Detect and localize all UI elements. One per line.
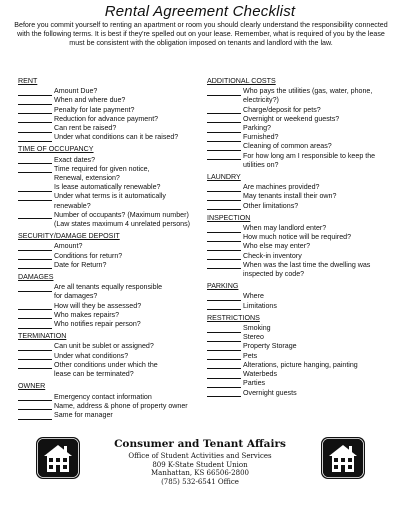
checklist-item <box>18 87 206 96</box>
checklist-item <box>18 252 206 261</box>
checklist-item-text <box>243 261 393 279</box>
blank-answer-line[interactable] <box>207 352 241 361</box>
checklist-item <box>18 96 206 105</box>
checklist-item-text <box>243 183 393 192</box>
blank-answer-line[interactable] <box>18 242 52 251</box>
org-line: 809 K-State Student Union <box>152 460 248 469</box>
item-text-line: Is lease automatically renewable? <box>54 183 161 192</box>
item-text-line: Under what conditions? <box>54 351 129 360</box>
item-text-line: Parking? <box>243 124 271 133</box>
checklist-item <box>18 165 206 183</box>
blank-answer-line[interactable] <box>207 302 241 311</box>
checklist-item <box>18 115 206 124</box>
blank-answer-line[interactable] <box>207 142 241 151</box>
checklist-item <box>207 292 393 301</box>
item-text-line: Number of occupants? (Maximum number) <box>54 210 189 219</box>
checklist-item <box>18 352 206 361</box>
blank-answer-line[interactable] <box>18 402 52 411</box>
item-text-line: When may landlord enter? <box>243 224 327 233</box>
section-security-damage-deposit <box>18 232 206 270</box>
checklist-item <box>18 411 206 420</box>
section-title: DAMAGES <box>18 273 54 282</box>
blank-answer-line[interactable] <box>18 411 52 420</box>
intro-paragraph: Before you commit yourself to renting an apartment or room you should clearly understand the responsibility connected with the following terms. It is best if they're spelled out on your lease. Remember, what is required of you by the lease must be consistent with the obligation imposed on tenants and landlord with the law. <box>14 21 388 48</box>
blank-answer-line[interactable] <box>207 379 241 388</box>
checklist-item-text <box>243 233 393 242</box>
item-text-line: Waterbeds <box>243 370 278 379</box>
blank-answer-line[interactable] <box>207 370 241 379</box>
blank-answer-line[interactable] <box>18 361 52 370</box>
item-text-line: Renewal, extension? <box>54 174 120 183</box>
item-text-line: Under what conditions can it be raised? <box>54 133 179 142</box>
item-text-line: Exact dates? <box>54 155 96 164</box>
checklist-item <box>207 192 393 201</box>
checklist-item <box>18 106 206 115</box>
section-owner <box>18 382 206 420</box>
blank-answer-line[interactable] <box>18 320 52 329</box>
checklist-item <box>18 320 206 329</box>
checklist-item-text <box>54 320 206 329</box>
checklist-item-text <box>243 202 393 211</box>
item-text-line: Conditions for return? <box>54 251 123 260</box>
blank-answer-line[interactable] <box>207 224 241 233</box>
checklist-item-text <box>54 261 206 270</box>
checklist-item <box>18 283 206 301</box>
checklist-item <box>18 302 206 311</box>
blank-answer-line[interactable] <box>18 124 52 133</box>
blank-answer-line[interactable] <box>207 106 241 115</box>
blank-answer-line[interactable] <box>207 333 241 342</box>
item-text-line: Date for Return? <box>54 260 107 269</box>
checklist-item <box>18 361 206 379</box>
item-text-line: Charge/deposit for pets? <box>243 105 321 114</box>
blank-answer-line[interactable] <box>18 393 52 402</box>
blank-answer-line[interactable] <box>207 242 241 251</box>
checklist-item <box>207 324 393 333</box>
blank-answer-line[interactable] <box>18 352 52 361</box>
house-icon <box>36 437 80 479</box>
item-text-line: Reduction for advance payment? <box>54 114 159 123</box>
checklist-item-text <box>54 96 206 105</box>
blank-answer-line[interactable] <box>18 156 52 165</box>
checklist-item-text <box>243 302 393 311</box>
org-line: Office of Student Activities and Services <box>128 452 272 460</box>
section-title: ADDITIONAL COSTS <box>207 77 276 85</box>
checklist-item-text <box>243 115 393 124</box>
blank-answer-line[interactable] <box>207 324 241 333</box>
blank-answer-line[interactable] <box>207 152 241 161</box>
item-text-line: inspected by code? <box>243 270 305 279</box>
checklist-item-text <box>54 192 206 210</box>
item-text-line: Penalty for late payment? <box>54 105 135 114</box>
item-text-line: Other limitations? <box>243 201 299 210</box>
checklist-item-text <box>54 124 206 133</box>
blank-answer-line[interactable] <box>207 115 241 124</box>
section-title: INSPECTION <box>207 213 251 222</box>
blank-answer-line[interactable] <box>207 292 241 301</box>
blank-answer-line[interactable] <box>18 165 52 174</box>
checklist-item-text <box>243 324 393 333</box>
blank-answer-line[interactable] <box>18 106 52 115</box>
checklist-item <box>207 352 393 361</box>
checklist-item <box>207 333 393 342</box>
blank-answer-line[interactable] <box>18 261 52 270</box>
blank-answer-line[interactable] <box>207 183 241 192</box>
checklist-item-text <box>54 115 206 124</box>
checklist-item <box>18 242 206 251</box>
checklist-item-text <box>243 106 393 115</box>
item-text-line: When and where due? <box>54 96 126 105</box>
checklist-item <box>18 402 206 411</box>
item-text-line: Time required for given notice, <box>54 164 150 173</box>
checklist-item <box>18 311 206 320</box>
checklist-item-text <box>243 352 393 361</box>
checklist-item <box>207 133 393 142</box>
item-text-line: Parties <box>243 379 266 388</box>
item-text-line: Property Storage <box>243 342 297 351</box>
section-title: PARKING <box>207 282 239 291</box>
item-text-line: Name, address & phone of property owner <box>54 401 188 410</box>
checklist-item-text <box>243 333 393 342</box>
item-text-line: Cleaning of common areas? <box>243 142 332 151</box>
item-text-line: Who makes repairs? <box>54 310 120 319</box>
item-text-line: Can rent be raised? <box>54 124 117 133</box>
checklist-item <box>207 242 393 251</box>
section-title: TERMINATION <box>18 332 67 341</box>
checklist-item-text <box>54 106 206 115</box>
section-laundry <box>207 173 393 211</box>
item-text-line: Pets <box>243 351 258 360</box>
checklist-item-text <box>243 389 393 398</box>
section-title: LAUNDRY <box>207 173 241 182</box>
blank-answer-line[interactable] <box>18 133 52 142</box>
blank-answer-line[interactable] <box>18 192 52 201</box>
section-restrictions <box>207 314 393 398</box>
checklist-item-text <box>54 411 206 420</box>
checklist-item-text <box>54 352 206 361</box>
checklist-item-text <box>54 311 206 320</box>
blank-answer-line[interactable] <box>18 283 52 292</box>
checklist-item <box>18 393 206 402</box>
blank-answer-line[interactable] <box>18 342 52 351</box>
checklist-item-text <box>54 165 206 183</box>
checklist-item <box>18 342 206 351</box>
checklist-item-text <box>243 379 393 388</box>
checklist-item <box>207 252 393 261</box>
section-rent <box>18 77 206 142</box>
checklist-item <box>207 261 393 279</box>
item-text-line: Overnight guests <box>243 388 297 397</box>
checklist-item-text <box>54 252 206 261</box>
item-text-line: Can unit be sublet or assigned? <box>54 342 154 351</box>
item-text-line: Furnished? <box>243 133 279 142</box>
section-termination <box>18 332 206 379</box>
checklist-item <box>18 183 206 192</box>
item-text-line: For how long am I responsible to keep the <box>243 151 376 160</box>
checklist-item <box>207 224 393 233</box>
checklist-item-text <box>243 224 393 233</box>
blank-answer-line[interactable] <box>207 361 241 370</box>
item-text-line: Are all tenants equally responsible <box>54 283 163 292</box>
item-text-line: Stereo <box>243 333 264 342</box>
checklist-item-text <box>243 370 393 379</box>
left-column <box>18 77 206 420</box>
blank-answer-line[interactable] <box>18 96 52 105</box>
section-damages <box>18 273 206 329</box>
blank-answer-line[interactable] <box>207 261 241 270</box>
checklist-item-text <box>54 183 206 192</box>
item-text-line: renewable? <box>54 201 91 210</box>
blank-answer-line[interactable] <box>207 389 241 398</box>
checklist-item <box>207 152 393 170</box>
checklist-item-text <box>54 302 206 311</box>
checklist-item <box>18 211 206 229</box>
checklist-item <box>18 156 206 165</box>
house-icon <box>321 437 365 479</box>
blank-answer-line[interactable] <box>207 192 241 201</box>
blank-answer-line[interactable] <box>18 302 52 311</box>
checklist-item-text <box>243 361 393 370</box>
section-parking <box>207 282 393 311</box>
checklist-item <box>207 87 393 105</box>
item-text-line: Emergency contact information <box>54 392 152 401</box>
blank-answer-line[interactable] <box>207 252 241 261</box>
section-additional-costs <box>207 77 393 170</box>
blank-answer-line[interactable] <box>18 183 52 192</box>
checklist-item <box>18 133 206 142</box>
checklist-item-text <box>54 342 206 351</box>
checklist-item-text <box>54 211 206 229</box>
item-text-line: May tenants install their own? <box>243 192 337 201</box>
org-line: (785) 532-6541 Office <box>161 477 239 486</box>
checklist-item <box>207 370 393 379</box>
item-text-line: When was the last time the dwelling was <box>243 260 371 269</box>
item-text-line: Same for manager <box>54 410 113 419</box>
checklist-item <box>207 361 393 370</box>
blank-answer-line[interactable] <box>207 342 241 351</box>
section-title: RENT <box>18 77 38 85</box>
footer <box>0 434 400 518</box>
item-text-line: How will they be assessed? <box>54 301 142 310</box>
checklist-item-text <box>243 124 393 133</box>
organization-name: Consumer and Tenant Affairs <box>114 438 286 450</box>
checklist-item-text <box>54 402 206 411</box>
checklist-item <box>207 124 393 133</box>
right-column <box>207 77 393 398</box>
checklist-item-text <box>54 156 206 165</box>
checklist-item <box>207 106 393 115</box>
checklist-item-text <box>243 152 393 170</box>
item-text-line: Limitations <box>243 301 277 310</box>
checklist-item <box>18 261 206 270</box>
checklist-item <box>207 202 393 211</box>
item-text-line: Where <box>243 292 264 301</box>
checklist-item <box>207 342 393 351</box>
checklist-item <box>207 142 393 151</box>
page-title: Rental Agreement Checklist <box>104 3 296 20</box>
blank-answer-line[interactable] <box>207 202 241 211</box>
item-text-line: (Law states maximum 4 unrelated persons) <box>54 220 191 229</box>
item-text-line: Alterations, picture hanging, painting <box>243 360 358 369</box>
section-title: SECURITY/DAMAGE DEPOSIT <box>18 232 120 241</box>
checklist-item-text <box>54 242 206 251</box>
organization-info <box>100 438 300 486</box>
item-text-line: lease can be terminated? <box>54 370 134 379</box>
section-title: TIME OF OCCUPANCY <box>18 145 94 154</box>
checklist-item-text <box>54 133 206 142</box>
section-inspection <box>207 214 393 279</box>
item-text-line: Who pays the utilities (gas, water, phone, <box>243 87 373 96</box>
checklist-item <box>207 183 393 192</box>
checklist-item <box>207 233 393 242</box>
checklist-item-text <box>243 292 393 301</box>
checklist-item-text <box>243 342 393 351</box>
item-text-line: Smoking <box>243 324 271 333</box>
item-text-line: Who notifies repair person? <box>54 320 141 329</box>
blank-answer-line[interactable] <box>207 133 241 142</box>
org-line: Manhattan, KS 66506-2800 <box>151 469 249 477</box>
blank-answer-line[interactable] <box>207 233 241 242</box>
blank-answer-line[interactable] <box>18 211 52 220</box>
item-text-line: Other conditions under which the <box>54 360 158 369</box>
item-text-line: How much notice will be required? <box>243 233 352 242</box>
checklist-item-text <box>54 87 206 96</box>
blank-answer-line[interactable] <box>207 124 241 133</box>
blank-answer-line[interactable] <box>18 311 52 320</box>
item-text-line: Who else may enter? <box>243 242 311 251</box>
blank-answer-line[interactable] <box>18 115 52 124</box>
checklist-item-text <box>243 252 393 261</box>
blank-answer-line[interactable] <box>18 87 52 96</box>
section-title: RESTRICTIONS <box>207 313 260 322</box>
checklist-item <box>207 302 393 311</box>
item-text-line: for damages? <box>54 292 98 301</box>
item-text-line: Under what terms is it automatically <box>54 192 166 201</box>
checklist-item <box>207 389 393 398</box>
section-title: OWNER <box>18 382 46 391</box>
section-time-of-occupancy <box>18 145 206 229</box>
checklist-item-text <box>243 242 393 251</box>
item-text-line: Amount Due? <box>54 87 98 96</box>
checklist-item-text <box>54 361 206 379</box>
item-text-line: Are machines provided? <box>243 183 320 192</box>
checklist-item-text <box>243 192 393 201</box>
item-text-line: utilities on? <box>243 160 279 169</box>
checklist-item <box>18 124 206 133</box>
checklist-item-text <box>54 283 206 301</box>
checklist-item <box>18 192 206 210</box>
item-text-line: Check-in inventory <box>243 251 302 260</box>
checklist-item-text <box>243 87 393 105</box>
checklist-item <box>207 379 393 388</box>
blank-answer-line[interactable] <box>207 87 241 96</box>
blank-answer-line[interactable] <box>18 252 52 261</box>
checklist-item-text <box>243 133 393 142</box>
item-text-line: Overnight or weekend guests? <box>243 114 340 123</box>
checklist-item-text <box>54 393 206 402</box>
item-text-line: Amount? <box>54 242 83 251</box>
item-text-line: electricity?) <box>243 96 279 105</box>
checklist-item-text <box>243 142 393 151</box>
checklist-item <box>207 115 393 124</box>
